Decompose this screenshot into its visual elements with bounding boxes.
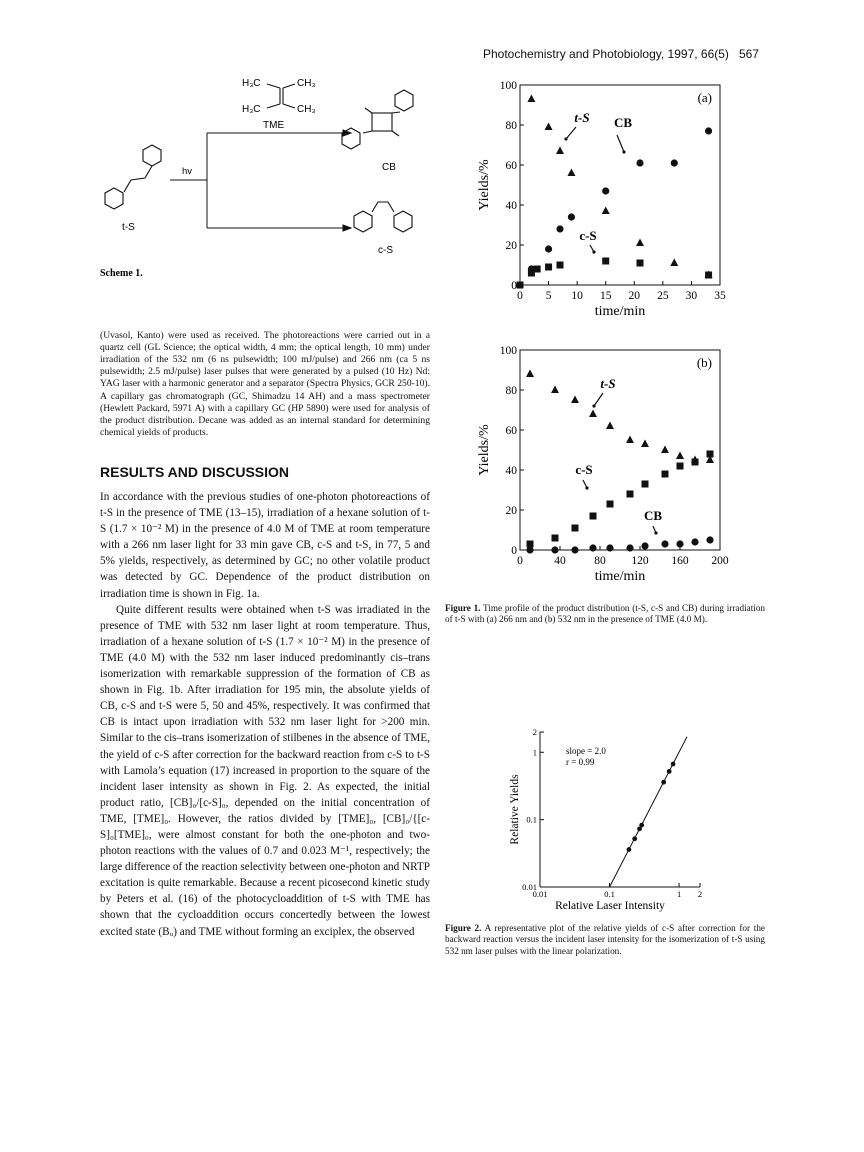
data-point-c-s [534,266,541,273]
x-axis-label: time/min [594,569,646,584]
data-point-t-s [636,239,644,247]
methods-text: (Uvasol, Kanto) were used as received. The photoreactions were carried out in a quartz cell (GL Science; the optical width, 4 mm; the optical length, 10 mm) under irradiation of the 532 nm (6 ns pulsewidth; 100 mJ/pulse) and 266 nm (ca 5 ns pulsewidth; 2.5 mJ/pulse) laser pulses that were generated by a pulsed (10 Hz) Nd: YAG laser with a harmonic generator and a separator (Spectra Physics, GCR 250-10). A capillary gas chromatograph (GC, Shimadzu 14 AH) and a mass spectrometer (Hewlett Packard, 5971 A) with a capillary GC (HP 5890) were used for analysis of the product distribution. Decane was added as an internal standard for determining chemical yields of products. [100,329,430,439]
tme-h3c-top: H₃C [242,78,261,89]
fit-line [610,737,687,887]
y-tick-label: 0 [511,280,517,292]
data-point-cb [568,213,575,220]
r-annotation: r = 0.99 [566,757,595,767]
x-tick-label: 5 [545,290,552,302]
series-annotation: t-S [574,110,590,125]
figure-1a [470,75,750,330]
panel-label: (a) [697,90,712,105]
data-point-c-s [707,451,714,458]
data-point-t-s [641,440,649,448]
hv-label: hv [182,166,193,177]
data-point-t-s [606,422,614,430]
data-point-cb [545,245,552,252]
y-tick-label: 60 [505,160,517,172]
data-point-c-s [590,513,597,520]
annotation-arrowhead [622,150,625,153]
annotation-arrow [566,127,576,139]
annotation-arrowhead [585,486,588,489]
series-annotation: c-S [579,228,597,243]
tme-structure [267,84,295,108]
y-tick-label: 100 [499,80,517,92]
x-tick-label: 30 [685,290,698,302]
running-header [483,47,759,61]
data-point-c-s [637,260,644,267]
slope-annotation: slope = 2.0 [566,746,606,756]
paragraph-2: Quite different results were obtained when t-S was irradiated in the presence of TME with 532 nm laser light at room temperature. Thus, irradiation of a hexane solution of t-S (1.7 × 10⁻² M) in the presence of TME (4.0 M) with the 532 nm laser induced predominantly cis–trans isomerization with remarkable suppression of the formation of CB as shown in Fig. 1b. After irradiation for 195 min, the absolute yields of CB, c-S and t-S were 5, 50 and 45%, respectively. It was confirmed that CB is intact upon irradiation with 532 nm laser light for >200 min. Similar to the cis–trans isomerization of stilbenes in the absence of TME, the yield of c-S after correction for the backward reaction from c-S to t-S with Lamola’s equation (17) increased in proportion to the square of the incident laser intensity as shown in Fig. 2. As expected, the initial product ratio, [CB]₀/[c-S]₀, depended on the initial concentration of TME, [TME]₀. However, the ratios divided by [TME]₀, [CB]₀/{[c-S]₀[TME]₀, were almost constant for both the one-photon and two-photon reactions with the values of 0.7 and 0.023 M⁻¹, respectively; the large difference of the reaction selectivity between one-photon and NRTP excitation is quite remarkable. Because a recent picosecond kinetic study by Peters et al. (16) of the photocycloaddition of t-S with TME has shown that the cycloaddition occurs concertedly between the lowest excited state (Bᵤ) and TME without forming an exciplex, the observed [100,603,430,938]
data-point-cb [626,544,633,551]
y-tick-label: 2 [532,727,537,737]
x-tick-label: 120 [631,555,649,567]
data-point-t-s [526,370,534,378]
series-annotation: c-S [575,462,593,477]
x-axis-label: Relative Laser Intensity [555,900,665,912]
data-point-t-s [589,410,597,418]
x-tick-label: 40 [554,555,566,567]
tme-ch3-bot: CH₃ [297,104,316,115]
scheme-caption: Scheme 1. [100,268,143,279]
ts-label: t-S [122,222,135,233]
data-point-t-s [661,446,669,454]
y-tick-label: 1 [532,747,537,758]
results-section [100,464,430,480]
data-point-c-s [517,282,524,289]
data-point-c-s [705,272,712,279]
data-point-cb [671,159,678,166]
tme-ch3-top: CH₃ [297,78,316,89]
x-tick-label: 10 [571,290,583,302]
x-tick-label: 35 [714,290,726,302]
y-tick-label: 0.1 [526,814,537,825]
trans-stilbene-structure [105,145,161,209]
series-annotation: CB [613,115,633,130]
paragraph-1: In accordance with the previous studies of one-photon photoreactions of t-S in the presence of TME (13–15), irradiation of a hexane solution of t-S (1.7 × 10⁻² M) in the presence of 4.0 M of TME at room temperature with a 266 nm laser light for 33 min gave CB, c-S and t-S, in 77, 5 and 5% yields, respectively, as determined by GC; no other volatile product was detected by GC. Dependence of the product distribution on irradiation time is shown in Fig. 1a. [100,491,430,600]
data-point-t-s [551,386,559,394]
methods-paragraph [100,320,430,449]
data-point-c-s [627,491,634,498]
x-tick-label: 0.1 [604,889,615,899]
data-point-cb [706,536,713,543]
data-point-cb [636,159,643,166]
data-point-cb [526,546,533,553]
data-point-c-s [572,525,579,532]
reaction-arrows [170,130,351,231]
y-axis-label: Relative Yields [509,774,521,845]
data-point-t-s [571,396,579,404]
data-point-t-s [602,207,610,215]
page-number: 567 [738,47,759,61]
y-tick-label: 100 [499,345,517,357]
data-point [667,769,672,774]
cs-label: c-S [378,245,393,256]
y-tick-label: 80 [505,385,517,397]
figure-1-caption [445,603,765,626]
data-point-cb [589,544,596,551]
x-tick-label: 1 [676,889,682,899]
x-tick-label: 200 [711,555,729,567]
results-text [100,489,430,940]
data-point-c-s [662,471,669,478]
x-tick-label: 0.01 [532,889,548,899]
data-point-c-s [607,501,614,508]
cis-stilbene-structure [354,202,412,232]
data-point-cb [705,127,712,134]
data-point-t-s [545,123,553,131]
data-point-cb [691,538,698,545]
data-point-t-s [527,95,535,103]
y-tick-label: 40 [505,200,517,212]
data-point [671,762,676,767]
y-tick-label: 0 [511,545,517,557]
data-point-cb [551,546,558,553]
data-point-c-s [552,535,559,542]
data-point-t-s [567,169,575,177]
data-point-c-s [642,481,649,488]
data-point-cb [676,540,683,547]
y-tick-label: 20 [505,505,517,517]
tme-label: TME [263,120,285,131]
figure-1-text: Time profile of the product distribution (t-S, c-S and CB) during irradiation of t-S with (a) 266 nm and (b) 532 nm in the presence of TME (4.0 M). [445,603,766,625]
annotation-arrow [617,135,624,152]
x-axis-label: time/min [594,304,646,319]
y-tick-label: 60 [505,425,517,437]
x-tick-label: 80 [594,555,606,567]
data-point-cb [556,225,563,232]
panel-label: (b) [696,355,712,370]
data-point-cb [641,542,648,549]
data-point-c-s [545,264,552,271]
data-point-cb [571,546,578,553]
data-point [639,823,644,828]
annotation-arrowhead [564,137,567,140]
scheme-1 [95,70,440,285]
annotation-arrowhead [654,531,657,534]
y-tick-label: 80 [505,120,517,132]
data-point-t-s [676,452,684,460]
annotation-arrowhead [592,250,595,253]
cb-structure [342,90,413,149]
figure-2-caption [445,923,765,957]
y-axis-label: Yields/% [477,159,492,211]
x-tick-label: 25 [657,290,669,302]
data-point [661,780,666,785]
figure-2 [500,722,730,922]
data-point-c-s [602,258,609,265]
figure-1-label: Figure 1. [445,603,481,613]
data-point-t-s [556,147,564,155]
data-point-cb [606,544,613,551]
plot-frame [520,350,720,550]
cb-label: CB [382,162,396,173]
tme-h3c-bot: H₃C [242,104,261,115]
data-point-cb [602,187,609,194]
data-point-cb [661,540,668,547]
data-point-c-s [692,459,699,466]
annotation-arrow [594,393,603,406]
x-tick-label: 20 [628,290,641,302]
x-tick-label: 0 [517,555,523,567]
x-tick-label: 0 [517,290,523,302]
data-point [632,836,637,841]
figure-2-label: Figure 2. [445,923,482,933]
figure-2-text: A representative plot of the relative yields of c-S after correction for the backward reaction versus the incident laser intensity for the isomerization of t-S using 532 nm laser pulses with the linear polarization. [445,923,765,956]
x-tick-label: 2 [697,889,703,899]
data-point-t-s [626,436,634,444]
figure-1b [470,340,750,595]
annotation-arrowhead [592,404,595,407]
series-annotation: CB [643,508,663,523]
journal-citation: Photochemistry and Photobiology, 1997, 66(5) [483,47,729,61]
data-point [627,847,632,852]
data-point-c-s [557,262,564,269]
section-title: RESULTS AND DISCUSSION [100,464,290,480]
x-tick-label: 160 [671,555,689,567]
y-tick-label: 0.01 [522,882,537,892]
y-tick-label: 20 [505,240,517,252]
data-point-t-s [670,259,678,267]
y-axis-label: Yields/% [477,424,492,476]
series-annotation: t-S [600,376,616,391]
x-tick-label: 15 [599,290,612,302]
data-point-c-s [677,463,684,470]
y-tick-label: 40 [505,465,517,477]
